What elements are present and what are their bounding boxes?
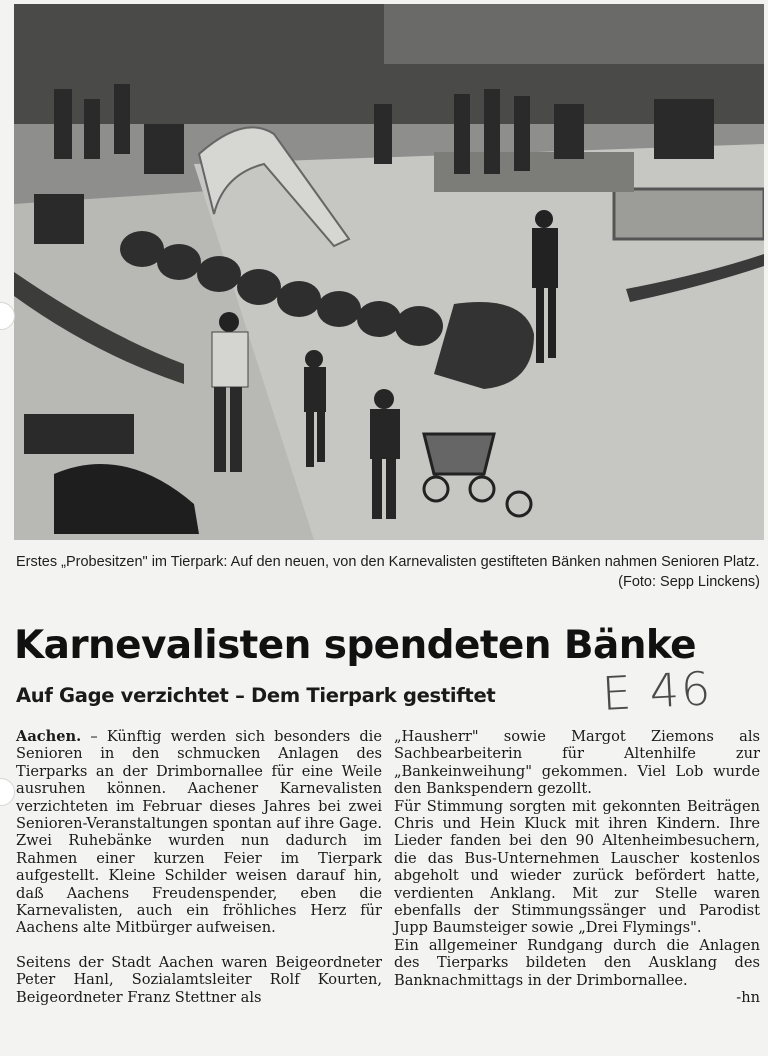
paragraph: Ein allgemeiner Rundgang durch die Anlagen des Tierparks bildeten den Ausklang des Banknachmittags in der Drimbornallee. <box>394 936 760 989</box>
paragraph: Für Stimmung sorgten mit gekonnten Beiträgen Chris und Hein Kluck mit ihren Kindern. Ihre Lieder fanden bei den 90 Altenheimbesuchern, die das Bus-Unternehmen Lauscher kostenlos abgeholt und wieder zurück befördert hatte, verdienten Anklang. Mit zur Stelle waren ebenfalls der Stimmungssänger und Parodist Jupp Baumsteiger sowie „Drei Flymings". <box>394 797 760 937</box>
news-photo <box>14 4 764 540</box>
photo-caption <box>16 552 760 592</box>
paragraph: Seitens der Stadt Aachen waren Beigeordneter Peter Hanl, Sozialamtsleiter Rolf Kourten, Beigeordneter Franz Stettner als <box>16 953 382 1006</box>
article-subheadline: Auf Gage verzichtet – Dem Tierpark gestiftet <box>16 684 496 707</box>
article-column-right <box>394 728 760 1007</box>
author-initials: -hn <box>736 989 760 1007</box>
handwritten-note: E 46 <box>600 661 714 721</box>
article-headline: Karnevalisten spendeten Bänke <box>14 623 697 668</box>
article-column-left <box>16 728 382 1006</box>
photo-illustration <box>14 4 764 540</box>
punch-hole <box>0 778 15 806</box>
caption-text: Erstes „Probesitzen" im Tierpark: Auf den neuen, von den Karnevalisten gestifteten Bänken nahmen Senioren Platz. <box>16 554 760 570</box>
dateline: Aachen. <box>16 728 82 745</box>
paragraph-text: – Künftig werden sich besonders die Senioren in den schmucken Anlagen des Tierparks an der Drimbornallee für eine Weile ausruhen können. Aachener Karnevalisten verzichteten im Februar dieses Jahres bei zwei Senioren-Veranstaltungen spontan auf ihre Gage. Zwei Ruhebänke wurden nun dadurch im Rahmen einer kurzen Feier im Tierpark aufgestellt. Kleine Schilder weisen darauf hin, daß Aachens Freudenspender, eben die Karnevalisten, auch ein fröhliches Herz für Aachens alte Mitbürger aufweisen. <box>16 728 382 937</box>
paragraph <box>16 728 382 937</box>
punch-hole <box>0 302 15 330</box>
photo-credit: (Foto: Sepp Linckens) <box>618 574 760 590</box>
paragraph: „Hausherr" sowie Margot Ziemons als Sachbearbeiterin für Altenhilfe zur „Bankeinweihung" gekommen. Viel Lob wurde den Bankspendern gezollt. <box>394 728 760 798</box>
